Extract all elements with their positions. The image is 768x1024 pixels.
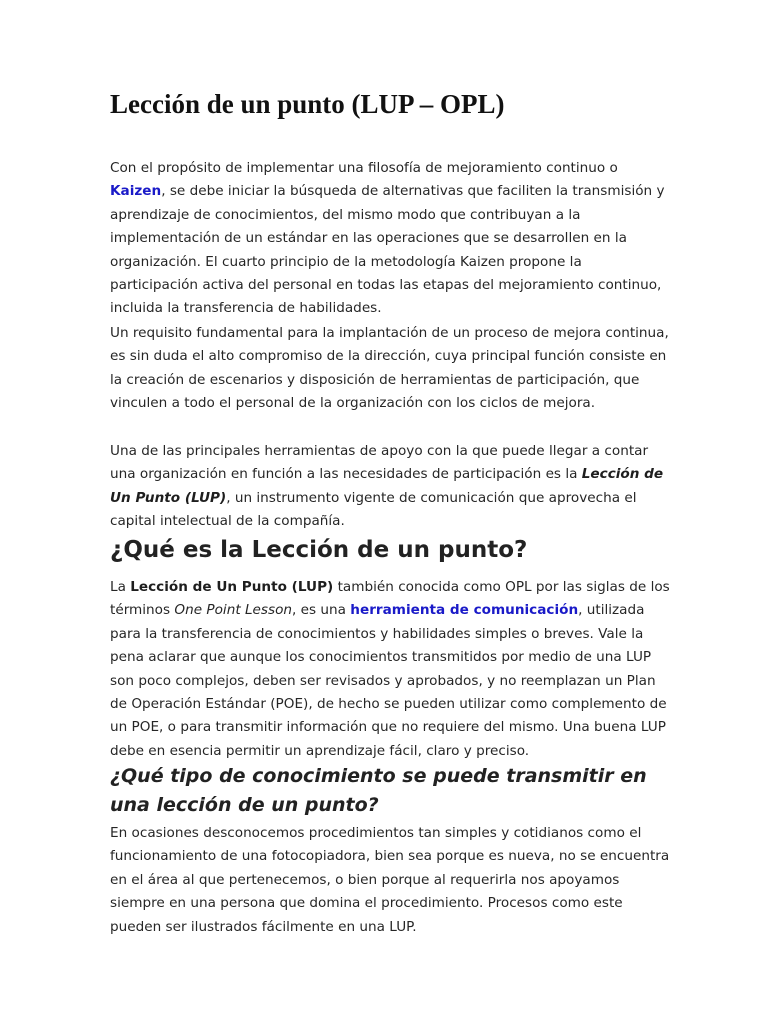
kaizen-link[interactable]: Kaizen (110, 183, 162, 200)
intro-text-1: Con el propósito de implementar una filosofía de mejoramiento continuo o (110, 160, 618, 176)
lup-term-bold: Lección de Un Punto (LUP) (130, 579, 334, 595)
examples-paragraph: En ocasiones desconocemos procedimientos tan simples y cotidianos como el funcionamiento de una fotocopiadora, bien sea porque es nueva, no se encuentra en el área al que pertenecemos, o bien porque al requerirla nos apoyamos siempre en una persona que domina el procedimiento. Procesos como este pueden ser ilustrados fácilmente en una LUP. (110, 825, 670, 935)
intro-text-2: , se debe iniciar la búsqueda de alternativas que faciliten la transmisión y aprendizaje de conocimientos, del mismo modo que contribuyan a la implementación de un estándar en las operaciones que se desarrollen en la organización. El cuarto principio de la metodología Kaizen propone la participación activa del personal en todas las etapas del mejoramiento continuo, incluida la transferencia de habilidades. (110, 183, 665, 317)
tools-text-2: , un instrumento vigente de comunicación que aprovecha el capital intelectual de la compañía. (110, 489, 637, 530)
definition-text-1: La (110, 579, 131, 595)
page-title: Lección de un punto (LUP – OPL) (110, 89, 505, 119)
opl-term: One Point Lesson (174, 602, 292, 619)
definition-text-4: , utilizada para la transferencia de conocimientos y habilidades simples o breves. Vale la pena aclarar que aunque los conocimientos transmitidos por medio de una LUP son poco complejos, deben ser revisados y aprobados, y no reemplazan un Plan de Operación Estándar (POE), de hecho se pueden utilizar como complemento de un POE, o para transmitir información que no requiere del mismo. Una buena LUP debe en esencia permitir un aprendizaje fácil, claro y preciso. (110, 602, 667, 759)
tools-paragraph (110, 440, 670, 534)
section-heading-knowledge-type: ¿Qué tipo de conocimiento se puede transmitir en una lección de un punto? (110, 765, 647, 816)
definition-paragraph (110, 576, 670, 763)
intro-paragraph (110, 157, 670, 321)
tools-text-1: Una de las principales herramientas de apoyo con la que puede llegar a contar una organización en función a las necesidades de participación es la (110, 443, 649, 483)
definition-text-2: también conocida como OPL por las siglas de los términos (110, 579, 670, 619)
communication-tool-link[interactable]: herramienta de comunicación (350, 602, 579, 619)
section-heading-what-is: ¿Qué es la Lección de un punto? (110, 537, 528, 563)
lup-term: Lección de Un Punto (LUP) (110, 466, 664, 506)
definition-text-3: , es una (292, 602, 351, 619)
requirement-paragraph: Un requisito fundamental para la implantación de un proceso de mejora continua, es sin duda el alto compromiso de la dirección, cuya principal función consiste en la creación de escenarios y disposición de herramientas de participación, que vinculen a todo el personal de la organización con los ciclos de mejora. (110, 325, 669, 412)
